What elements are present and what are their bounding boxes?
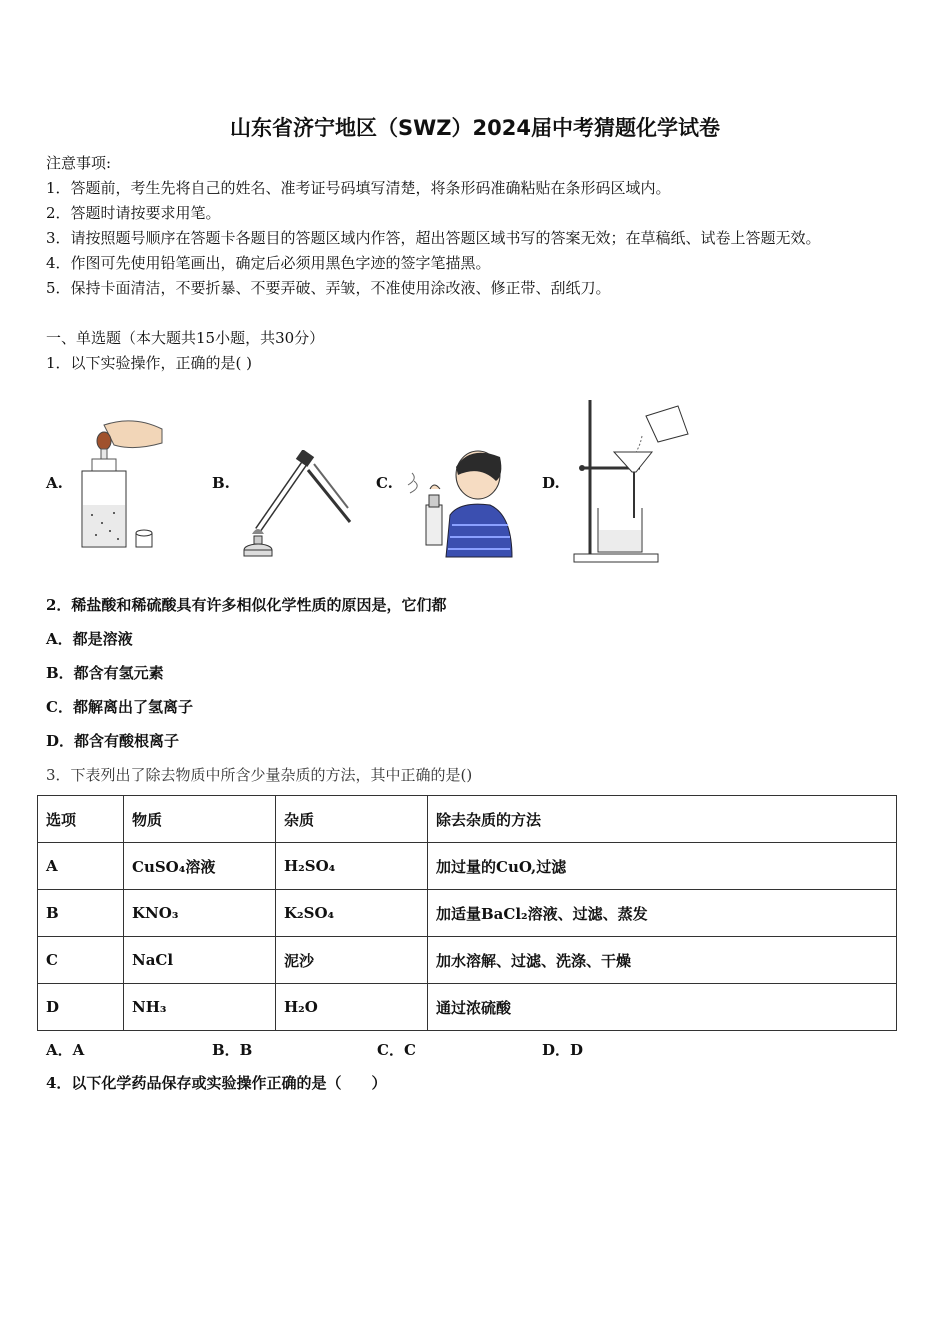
table-cell: NH₃ [124,984,276,1031]
table-row [38,890,897,937]
table-row [38,843,897,890]
dropper-bottle-figure [74,415,174,555]
question-2-stem: 2．稀盐酸和稀硫酸具有许多相似化学性质的原因是，它们都 [46,596,447,614]
q1-option-d-label: D. [542,474,560,492]
table-cell: 加过量的CuO,过滤 [428,843,897,890]
impurity-table [37,795,897,1031]
table-cell: 加水溶解、过滤、洗涤、干燥 [428,937,897,984]
notice-item: 1．答题前，考生先将自己的姓名、准考证号码填写清楚，将条形码准确粘贴在条形码区域内。 [46,179,671,197]
table-cell: K₂SO₄ [276,890,428,937]
notice-item: 2．答题时请按要求用笔。 [46,204,221,222]
header-cell: 选项 [38,796,124,843]
table-cell: KNO₃ [124,890,276,937]
q3-answer-option: B．B [212,1041,253,1059]
table-cell: NaCl [124,937,276,984]
table-cell: H₂SO₄ [276,843,428,890]
notice-item: 3．请按照题号顺序在答题卡各题目的答题区域内作答，超出答题区域书写的答案无效；在草稿纸、试卷上答题无效。 [46,229,821,247]
test-tube-heating-figure [238,450,358,565]
q3-answer-option: C．C [377,1041,416,1059]
q2-option: D．都含有酸根离子 [46,732,180,750]
table-cell: C [38,937,124,984]
q1-option-a-label: A. [46,474,63,492]
table-cell: CuSO₄溶液 [124,843,276,890]
table-cell: 泥沙 [276,937,428,984]
notice-item: 4．作图可先使用铅笔画出，确定后必须用黑色字迹的签字笔描黑。 [46,254,491,272]
table-cell: D [38,984,124,1031]
smelling-gas-figure [400,445,520,565]
header-cell: 除去杂质的方法 [428,796,897,843]
section-heading: 一、单选题（本大题共15小题，共30分） [46,329,325,347]
table-cell: 通过浓硫酸 [428,984,897,1031]
q3-answer-option: D．D [542,1041,584,1059]
header-cell: 杂质 [276,796,428,843]
table-row [38,937,897,984]
table-cell: H₂O [276,984,428,1031]
q2-option: B．都含有氢元素 [46,664,164,682]
q1-option-b-label: B. [212,474,230,492]
q1-option-c-label: C. [376,474,393,492]
header-cell: 物质 [124,796,276,843]
table-row [38,984,897,1031]
table-cell: 加适量BaCl₂溶液、过滤、蒸发 [428,890,897,937]
notice-heading: 注意事项: [46,154,112,172]
page-title: 山东省济宁地区（SWZ）2024届中考猜题化学试卷 [230,116,720,140]
table-cell: A [38,843,124,890]
notice-item: 5．保持卡面清洁，不要折暴、不要弄破、弄皱，不准使用涂改液、修正带、刮纸刀。 [46,279,611,297]
question-4-stem: 4．以下化学药品保存或实验操作正确的是（ ） [46,1074,387,1092]
q2-option: C．都解离出了氢离子 [46,698,193,716]
question-3-stem: 3．下表列出了除去物质中所含少量杂质的方法，其中正确的是() [46,766,473,784]
table-header-row [38,796,897,843]
q2-option: A．都是溶液 [46,630,133,648]
question-1-stem: 1．以下实验操作，正确的是( ) [46,354,253,372]
filtration-figure [570,396,700,566]
table-cell: B [38,890,124,937]
q3-answer-option: A．A [46,1041,85,1059]
